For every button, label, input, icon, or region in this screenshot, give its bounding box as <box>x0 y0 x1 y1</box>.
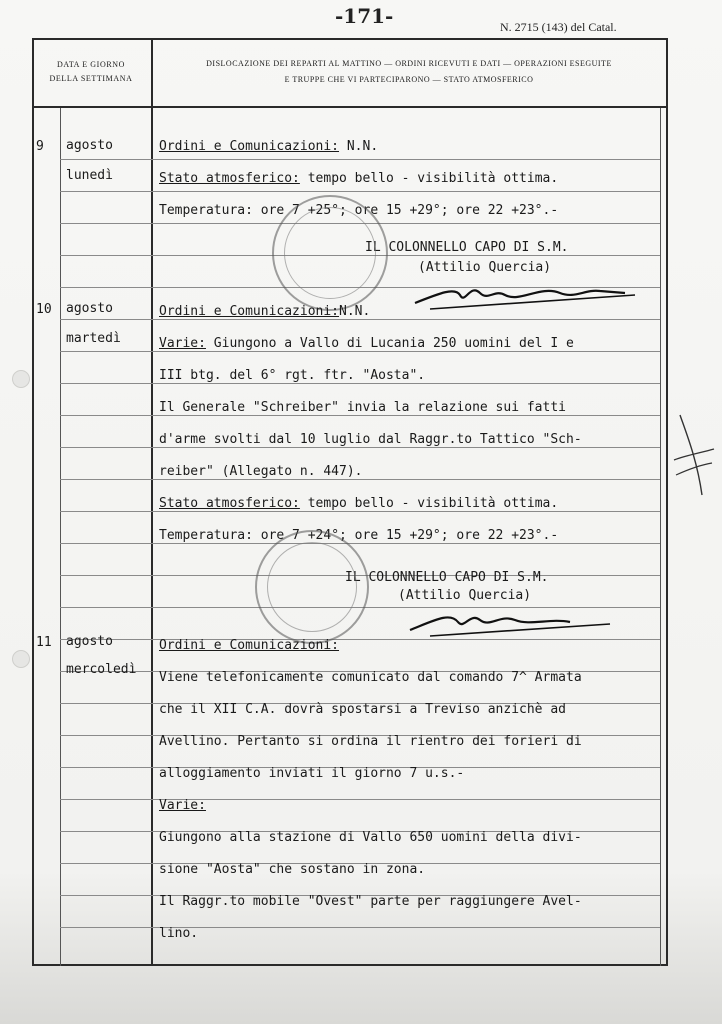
signature-name: (Attilio Quercia) <box>418 260 552 275</box>
entry-body <box>159 630 659 950</box>
entry-line: reiber" (Allegato n. 447). <box>159 464 363 479</box>
page-number: -171- <box>335 4 394 28</box>
header-date-column <box>32 38 150 106</box>
entry-line: Temperatura: ore 7 +25°; ore 15 +29°; ore 22 +23°.- <box>159 203 559 218</box>
header-left-line2: DELLA SETTIMANA <box>49 74 133 83</box>
entry-month: agosto <box>66 634 113 649</box>
entry-line: Avellino. Pertanto si ordina il rientro dei forieri di <box>159 734 582 749</box>
signature-title: IL COLONNELLO CAPO DI S.M. <box>365 240 569 255</box>
entry-day-number: 10 <box>36 302 52 317</box>
entry-month: agosto <box>66 138 113 153</box>
entry-line: Ordini e Comunicazioni: N.N. <box>159 139 379 154</box>
entry-line: alloggiamento inviati il giorno 7 u.s.- <box>159 766 465 781</box>
entry-line: che il XII C.A. dovrà spostarsi a Treviso anzichè ad <box>159 702 566 717</box>
header-right-line2: E TRUPPE CHE VI PARTECIPARONO — STATO ATMOSFERICO <box>284 75 534 84</box>
header-content-column <box>152 38 666 106</box>
entry-body <box>159 131 659 227</box>
entry-month: agosto <box>66 301 113 316</box>
column-divider <box>151 38 153 966</box>
register-header <box>32 38 668 108</box>
entry-line: Ordini e Comunicazioni:N.N. <box>159 304 371 319</box>
entry-line: Il Raggr.to mobile "Ovest" parte per raggiungere Avel- <box>159 894 582 909</box>
seal-stamp-icon <box>272 195 388 311</box>
entry-line: Temperatura: ore 7 +24°; ore 15 +29°; ore 22 +23°.- <box>159 528 559 543</box>
entry-line: Varie: Giungono a Vallo di Lucania 250 uomini del I e <box>159 336 574 351</box>
margin-rule-right <box>660 108 661 966</box>
entry-line: Varie: <box>159 798 206 813</box>
punch-hole-icon <box>12 370 30 388</box>
signature-title: IL COLONNELLO CAPO DI S.M. <box>345 570 549 585</box>
entry-line: sione "Aosta" che sostano in zona. <box>159 862 426 877</box>
margin-cross-mark-icon <box>672 405 717 505</box>
header-left-line1: DATA E GIORNO <box>56 60 126 69</box>
punch-hole-icon <box>12 650 30 668</box>
entry-weekday: lunedì <box>66 168 113 183</box>
catalog-number: N. 2715 (143) del Catal. <box>500 20 617 34</box>
entry-day-number: 11 <box>36 635 52 650</box>
entry-line: d'arme svolti dal 10 luglio dal Raggr.to Tattico "Sch- <box>159 432 582 447</box>
entry-day-number: 9 <box>36 139 44 154</box>
entry-line: Il Generale "Schreiber" invia la relazione sui fatti <box>159 400 566 415</box>
header-right-line1: DISLOCAZIONE DEI REPARTI AL MATTINO — ORDINI RICEVUTI E DATI — OPERAZIONI ESEGUITE <box>206 59 612 68</box>
entry-weekday: martedì <box>66 331 121 346</box>
entry-line: Viene telefonicamente comunicato dal comando 7^ Armata <box>159 670 582 685</box>
entry-line: Stato atmosferico: tempo bello - visibilità ottima. <box>159 171 559 186</box>
entry-body <box>159 296 659 552</box>
signature-name: (Attilio Quercia) <box>398 588 532 603</box>
entry-line: Giungono alla stazione di Vallo 650 uomini della divi- <box>159 830 582 845</box>
entry-line: Stato atmosferico: tempo bello - visibilità ottima. <box>159 496 559 511</box>
entry-line: lino. <box>159 926 199 941</box>
seal-stamp-icon <box>255 530 369 644</box>
margin-rule-left <box>60 108 61 966</box>
entry-line: Ordini e Comunicazioni: <box>159 638 340 653</box>
entry-weekday: mercoledì <box>66 662 137 677</box>
entry-line: III btg. del 6° rgt. ftr. "Aosta". <box>159 368 426 383</box>
